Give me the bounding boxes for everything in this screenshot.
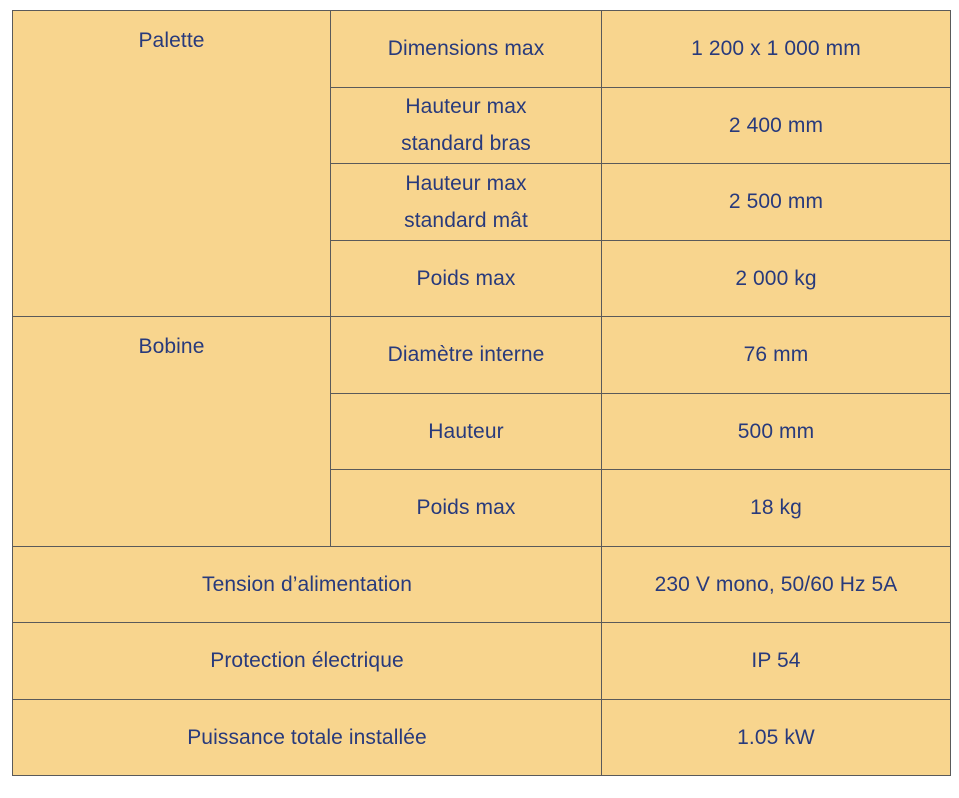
spec-label-cell: Protection électrique — [13, 623, 602, 700]
value-cell: IP 54 — [602, 623, 951, 700]
spec-label-cell: Tension d’alimentation — [13, 546, 602, 623]
param-cell — [331, 164, 602, 241]
group-label-bobine: Bobine — [13, 317, 331, 547]
spec-table-container — [12, 10, 950, 776]
value-cell: 18 kg — [602, 470, 951, 547]
table-row — [13, 546, 951, 623]
param-cell: Poids max — [331, 470, 602, 547]
param-cell — [331, 87, 602, 164]
param-cell: Hauteur — [331, 393, 602, 470]
value-cell: 2 400 mm — [602, 87, 951, 164]
value-cell: 1.05 kW — [602, 699, 951, 776]
param-cell: Dimensions max — [331, 11, 602, 88]
table-row — [13, 623, 951, 700]
spec-table — [12, 10, 951, 776]
param-cell: Poids max — [331, 240, 602, 317]
value-cell: 500 mm — [602, 393, 951, 470]
table-row — [13, 317, 951, 394]
value-cell: 76 mm — [602, 317, 951, 394]
value-cell: 2 000 kg — [602, 240, 951, 317]
param-line: standard bras — [401, 132, 531, 156]
param-line: Hauteur max — [405, 171, 527, 195]
spec-label-cell: Puissance totale installée — [13, 699, 602, 776]
value-cell: 230 V mono, 50/60 Hz 5A — [602, 546, 951, 623]
value-cell: 2 500 mm — [602, 164, 951, 241]
param-cell: Diamètre interne — [331, 317, 602, 394]
param-line: Hauteur max — [405, 95, 527, 119]
table-row — [13, 11, 951, 88]
value-cell: 1 200 x 1 000 mm — [602, 11, 951, 88]
table-row — [13, 699, 951, 776]
param-line: standard mât — [404, 208, 528, 232]
group-label-palette: Palette — [13, 11, 331, 317]
